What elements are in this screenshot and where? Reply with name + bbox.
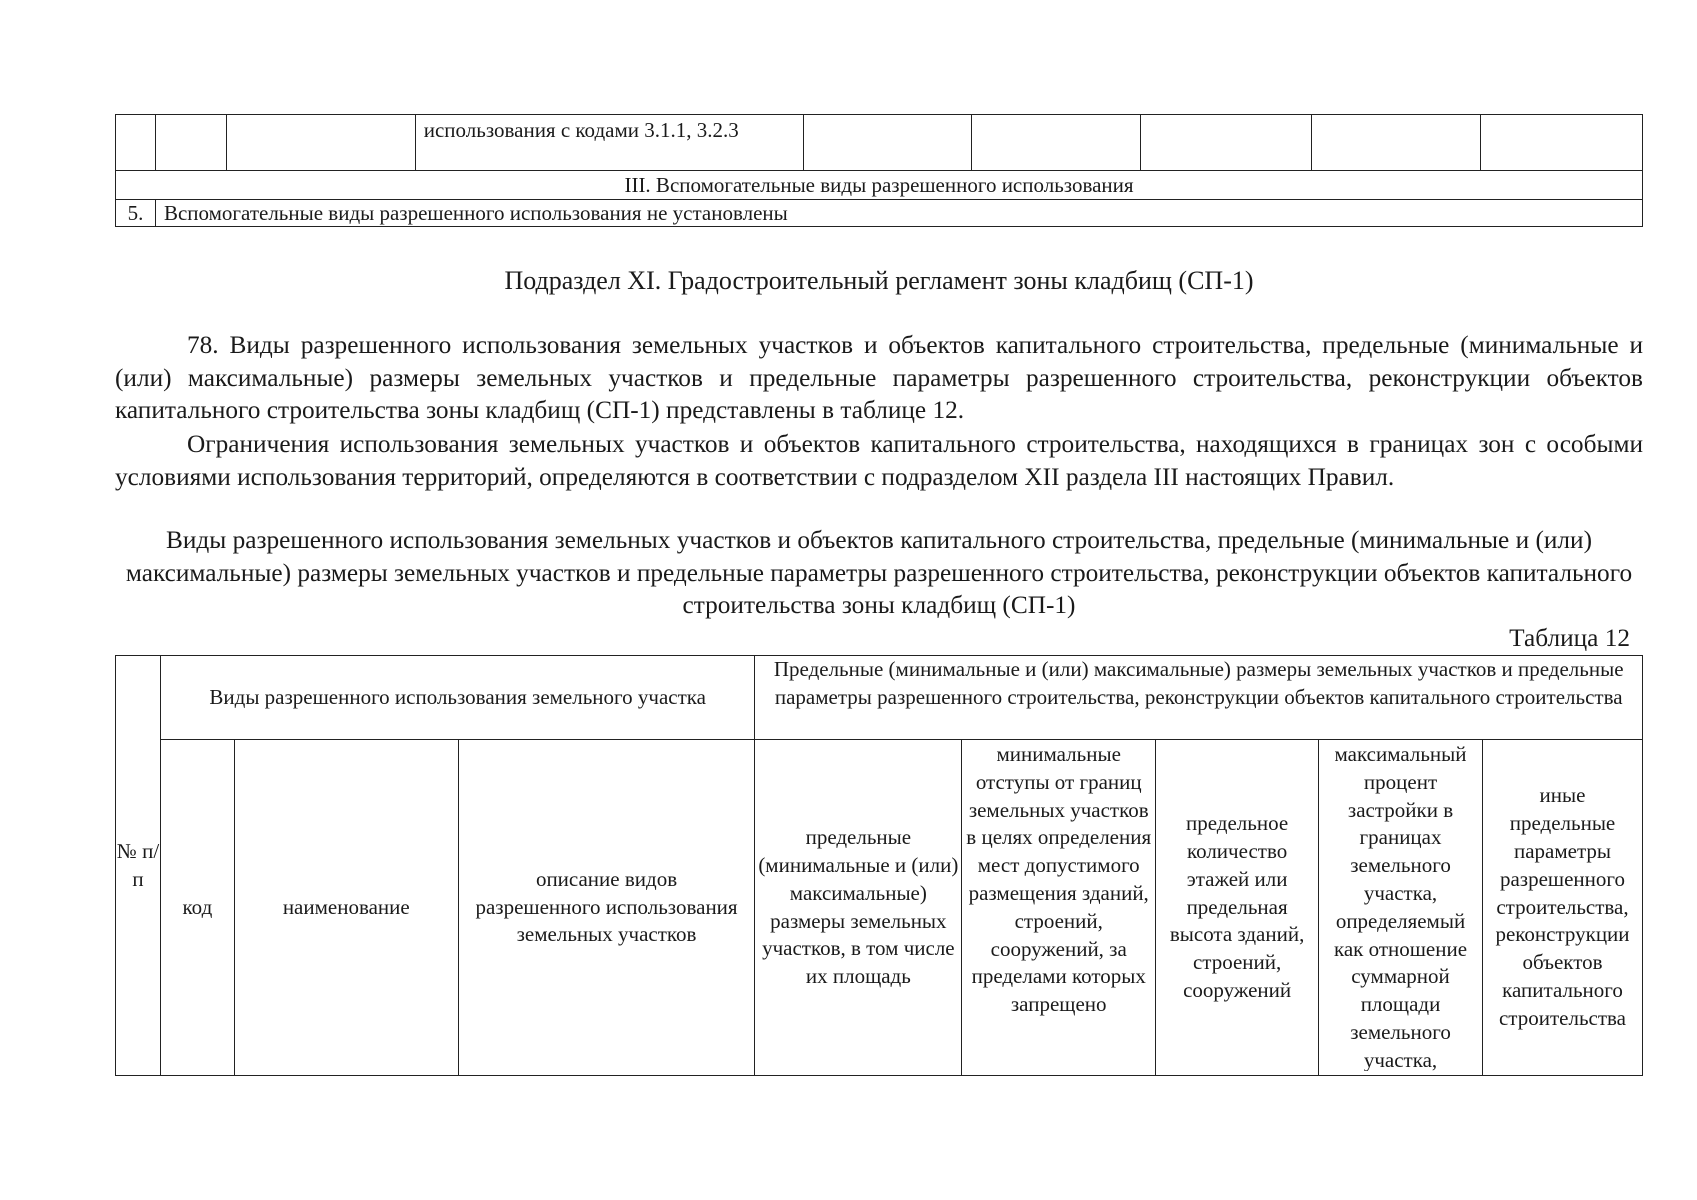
paragraph-78-text: 78. Виды разрешенного использования земельных участков и объектов капитального строительства, предельные (минимальные и (или) максимальные) размеры земельных участков и предельные параметры разрешенного строительства, реконструкции объектов капитального строительства зоны кладбищ (СП-1) представлены в таблице 12.: [115, 331, 1643, 424]
table-row: [116, 200, 1643, 227]
paragraph-restrictions: [115, 428, 1643, 493]
paragraph-78: [115, 329, 1643, 427]
col-sizes-header: [755, 740, 962, 1076]
table-row: [116, 115, 1643, 171]
table-cell: [155, 115, 226, 171]
group-uses-header: Виды разрешенного использования земельного участка: [160, 656, 754, 740]
col-other-header: [1482, 740, 1642, 1076]
table-cell: [1481, 115, 1643, 171]
col-description-text: описание видов разрешенного использования земельных участков: [475, 866, 738, 947]
header-row-2: [116, 740, 1643, 1076]
section-heading-row: [116, 171, 1643, 200]
row-text: Вспомогательные виды разрешенного использования не установлены: [155, 200, 1642, 227]
continued-table: [115, 114, 1643, 227]
row-number: 5.: [116, 200, 156, 227]
section-heading: III. Вспомогательные виды разрешенного использования: [116, 171, 1643, 200]
col-setbacks-header: [962, 740, 1156, 1076]
subsection-title: Подраздел XI. Градостроительный регламент зоны кладбищ (СП-1): [504, 266, 1254, 295]
col-floors-text: предельное количество этажей или предельная высота зданий, строений, сооружений: [1169, 811, 1305, 1002]
table-caption: Виды разрешенного использования земельных участков и объектов капитального строительства, предельные (минимальные и (или) максимальные) размеры земельных участков и предельные параметры разрешенного строительства, реконструкции объектов капитального строительства зоны кладбищ (СП-1): [125, 526, 1633, 619]
group-limits-header: Предельные (минимальные и (или) максимальные) размеры земельных участков и предельные параметры разрешенного строительства, реконструкции объектов капитального строительства: [755, 656, 1643, 740]
table-cell: [1312, 115, 1481, 171]
table-cell: [803, 115, 972, 171]
col-sizes-text: предельные (минимальные и (или) максимальные) размеры земельных участков, в том числе их площадь: [758, 825, 959, 989]
table-cell: [116, 115, 156, 171]
col-coverage-text: максимальный процент застройки в границах земельного участка, определяемый как отношение суммарной площади земельного участка,: [1333, 742, 1468, 1071]
col-other-text: иные предельные параметры разрешенного строительства, реконструкции объектов капитального строительства: [1495, 783, 1630, 1030]
col-name-header: наименование: [234, 740, 458, 1076]
table-cell: [972, 115, 1141, 171]
main-table-header: [115, 655, 1643, 1076]
table-cell: [1141, 115, 1312, 171]
col-code-header: код: [160, 740, 234, 1076]
col-setbacks-text: минимальные отступы от границ земельных участков в целях определения мест допустимого размещения зданий, строений, сооружений, за пределами которых запрещено: [966, 742, 1152, 1017]
table-number: Таблица 12: [1509, 624, 1630, 652]
paragraph-restrictions-text: Ограничения использования земельных участков и объектов капитального строительства, находящихся в границах зон с особыми условиями использования территорий, определяются в соответствии с подразделом XII раздела III настоящих Правил.: [115, 430, 1643, 491]
use-description-cell: использования с кодами 3.1.1, 3.2.3: [415, 115, 803, 171]
col-coverage-header: [1319, 740, 1483, 1076]
header-row-1: [116, 656, 1643, 740]
col-floors-header: [1156, 740, 1319, 1076]
col-description-header: [458, 740, 755, 1076]
col-number-header: № п/п: [116, 656, 161, 1076]
table-cell: [226, 115, 415, 171]
